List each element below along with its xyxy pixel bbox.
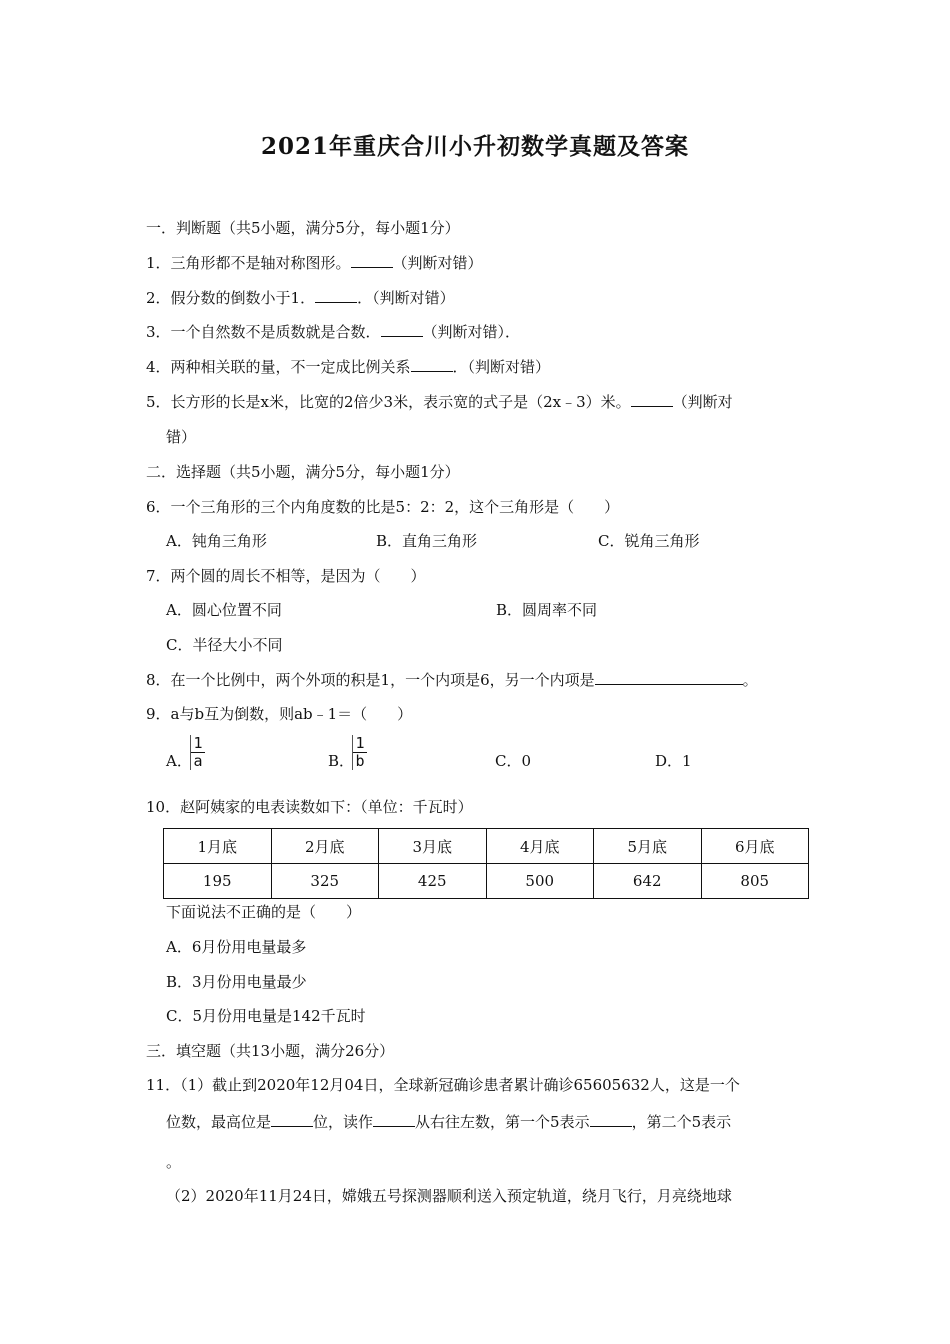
question-11-line-4: （2）2020年11月24日，嫦娥五号探测器顺利送入预定轨道，绕月飞行，月亮绕地球 <box>166 1187 732 1205</box>
question-2 <box>146 288 455 308</box>
table-header-cell: 4月底 <box>486 829 594 864</box>
answer-blank[interactable] <box>411 357 453 372</box>
answer-blank[interactable] <box>595 670 743 685</box>
answer-blank[interactable] <box>381 322 423 337</box>
question-9: 9．a与b互为倒数，则ab﹣1＝（ ） <box>146 705 413 723</box>
question-11-part-b: 位，读作 <box>313 1113 374 1131</box>
question-7: 7．两个圆的周长不相等，是因为（ ） <box>146 567 426 585</box>
q7-option-a[interactable]: A．圆心位置不同 <box>166 601 282 619</box>
q6-option-c[interactable]: C．锐角三角形 <box>598 532 700 550</box>
table-row <box>164 864 809 899</box>
q6-option-b[interactable]: B．直角三角形 <box>376 532 478 550</box>
q9-option-b-fraction <box>352 735 367 770</box>
q7-option-c[interactable]: C．半径大小不同 <box>166 636 283 654</box>
question-5-tail: （判断对 <box>672 393 733 411</box>
question-10-prompt: 下面说法不正确的是（ ） <box>166 903 362 921</box>
table-header-cell: 1月底 <box>164 829 272 864</box>
answer-blank[interactable] <box>315 288 357 303</box>
section3-heading: 三．填空题（共13小题，满分26分） <box>146 1042 395 1060</box>
q9-option-a-fraction <box>190 735 205 770</box>
q9-option-c[interactable]: C．0 <box>495 752 532 770</box>
table-cell: 642 <box>594 864 702 899</box>
question-11-line-1: 11．（1）截止到2020年12月04日，全球新冠确诊患者累计确诊65605632人，这是一个 <box>146 1076 740 1094</box>
question-2-tail: ．（判断对错） <box>357 289 455 307</box>
question-1-text: 1．三角形都不是轴对称图形。 <box>146 254 351 272</box>
question-11-part-d: ，第二个5表示 <box>631 1113 732 1131</box>
question-4-tail: ．（判断对错） <box>452 358 551 376</box>
q10-option-c[interactable]: C．5月份用电量是142千瓦时 <box>166 1007 366 1025</box>
q9-option-b-label[interactable]: B． <box>328 752 355 770</box>
question-11-line-2 <box>166 1112 731 1132</box>
table-cell: 425 <box>379 864 487 899</box>
page-title: 2021年重庆合川小升初数学真题及答案 <box>260 133 689 160</box>
question-2-text: 2．假分数的倒数小于1． <box>146 289 316 307</box>
table-header-row <box>164 829 809 864</box>
question-6: 6．一个三角形的三个内角度数的比是5：2：2，这个三角形是（ ） <box>146 498 620 516</box>
table-header-cell: 6月底 <box>701 829 809 864</box>
q7-option-b[interactable]: B．圆周率不同 <box>496 601 598 619</box>
question-5-text: 5．长方形的长是x米，比宽的2倍少3米，表示宽的式子是（2x﹣3）米。 <box>146 393 631 411</box>
question-4 <box>146 357 550 377</box>
question-11-part-a: 位数，最高位是 <box>166 1113 272 1131</box>
question-8-text: 8．在一个比例中，两个外项的积是1，一个内项是6，另一个内项是 <box>146 671 595 689</box>
question-5-continued: 错） <box>166 428 197 446</box>
question-3 <box>146 322 520 342</box>
question-3-tail: （判断对错）． <box>422 323 521 341</box>
answer-blank[interactable] <box>631 392 673 407</box>
q6-option-a[interactable]: A．钝角三角形 <box>166 532 267 550</box>
question-1-tail: （判断对错） <box>392 254 483 272</box>
section1-heading: 一．判断题（共5小题，满分5分，每小题1分） <box>146 219 460 237</box>
meter-readings-table <box>163 828 809 899</box>
q9-option-d[interactable]: D．1 <box>655 752 692 770</box>
fraction-numerator: 1 <box>191 735 205 753</box>
q10-option-b[interactable]: B．3月份用电量最少 <box>166 973 307 991</box>
question-8 <box>146 670 758 690</box>
q10-option-a[interactable]: A．6月份用电量最多 <box>166 938 307 956</box>
answer-blank[interactable] <box>271 1112 313 1127</box>
answer-blank[interactable] <box>373 1112 415 1127</box>
question-5 <box>146 392 733 412</box>
table-cell: 500 <box>486 864 594 899</box>
table-header-cell: 3月底 <box>379 829 487 864</box>
fraction-denominator: a <box>193 752 203 770</box>
question-11-line-3: 。 <box>166 1153 182 1171</box>
table-cell: 325 <box>271 864 379 899</box>
table-header-cell: 5月底 <box>594 829 702 864</box>
table-header-cell: 2月底 <box>271 829 379 864</box>
table-cell: 805 <box>701 864 809 899</box>
q9-option-a-label[interactable]: A． <box>166 752 192 770</box>
section2-heading: 二．选择题（共5小题，满分5分，每小题1分） <box>146 463 460 481</box>
question-3-text: 3．一个自然数不是质数就是合数． <box>146 323 381 341</box>
question-10: 10．赵阿姨家的电表读数如下：（单位：千瓦时） <box>146 798 473 816</box>
answer-blank[interactable] <box>590 1112 632 1127</box>
fraction-numerator: 1 <box>353 735 367 753</box>
question-4-text: 4．两种相关联的量，不一定成比例关系 <box>146 358 411 376</box>
question-11-part-c: 从右往左数，第一个5表示 <box>415 1113 590 1131</box>
fraction-denominator: b <box>355 752 365 770</box>
table-cell: 195 <box>164 864 272 899</box>
question-8-tail: 。 <box>742 671 758 689</box>
question-1 <box>146 253 483 273</box>
answer-blank[interactable] <box>351 253 393 268</box>
